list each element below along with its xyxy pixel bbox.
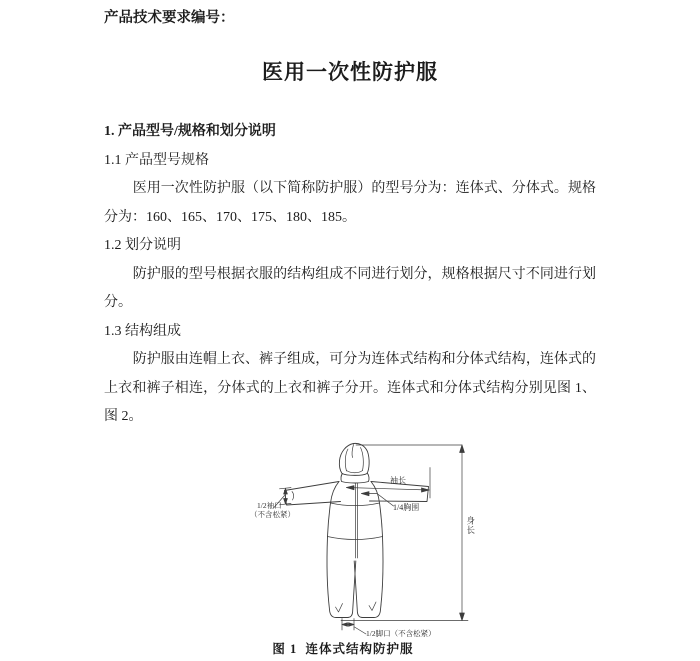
sleeve-length-dimension-line bbox=[347, 487, 430, 490]
section-1-3-paragraph: 防护服由连帽上衣、裤子组成，可分为连体式结构和分体式结构，连体式的上衣和裤子相连，分体式的上衣和裤子分开。连体式和分体式结构分别见图 1、图 2。 bbox=[104, 352, 596, 424]
page-title: 医用一次性防护服 bbox=[262, 60, 438, 84]
legs-outline bbox=[327, 536, 383, 617]
dimension-label-half-ankle: 1/2脚口（不含松紧） bbox=[366, 628, 436, 638]
arrow-down bbox=[284, 498, 288, 504]
figure-1 bbox=[230, 424, 490, 661]
section-1-1-heading: 1.1 产品型号规格 bbox=[104, 152, 209, 168]
torso-outline bbox=[328, 481, 383, 558]
figure-caption: 图 1 连体式结构防护服 bbox=[272, 641, 414, 656]
dimension-label-quarter-chest: 1/4胸围 bbox=[393, 502, 420, 512]
coverall-diagram bbox=[230, 424, 490, 661]
section-1-2-heading: 1.2 划分说明 bbox=[104, 238, 181, 253]
dimension-label-half-cuff-note: （不含松紧） bbox=[250, 510, 295, 519]
quarter-chest-leader bbox=[362, 493, 394, 506]
doc-number-label: 产品技术要求编号： bbox=[104, 10, 235, 26]
dimension-label-half-cuff: 1/2袖口 bbox=[257, 500, 282, 510]
dimension-label-sleeve-length: 袖长 bbox=[390, 475, 406, 485]
arrow-up bbox=[460, 445, 465, 453]
arrow-left bbox=[342, 622, 348, 626]
document-body bbox=[104, 118, 596, 432]
half-ankle-leader bbox=[355, 627, 367, 634]
arrow-left bbox=[347, 485, 355, 489]
dimension-lines bbox=[274, 445, 468, 634]
section-1-2-paragraph: 防护服的型号根据衣服的结构组成不同进行划分，规格根据尺寸不同进行划分。 bbox=[104, 266, 596, 310]
section-1-heading: 1. 产品型号/规格和划分说明 bbox=[104, 124, 276, 139]
hood-outline bbox=[339, 443, 369, 475]
section-1-1-paragraph: 医用一次性防护服（以下简称防护服）的型号分为：连体式、分体式。规格分为：160、165、170、175、180、185。 bbox=[104, 181, 596, 225]
section-1-3-heading: 1.3 结构组成 bbox=[104, 323, 181, 339]
sleeves-outline bbox=[285, 481, 429, 505]
dimension-label-body-length: 身长 bbox=[465, 515, 476, 535]
arrow-down bbox=[460, 613, 465, 621]
arrow-right bbox=[349, 622, 355, 626]
